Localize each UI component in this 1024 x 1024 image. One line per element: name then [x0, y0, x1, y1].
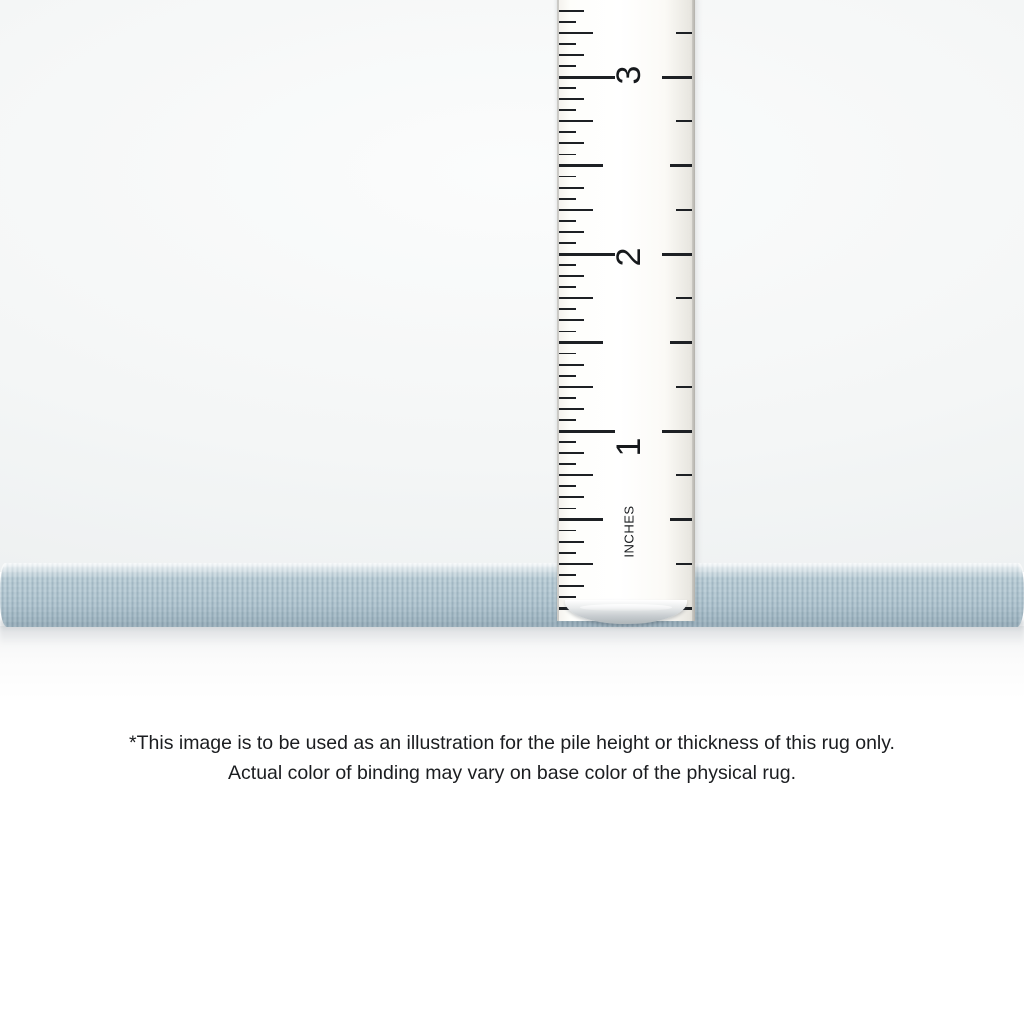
rug-binding-edge	[0, 563, 1024, 627]
tape-metal-tip-highlight	[580, 604, 672, 611]
rug-binding-highlight	[0, 563, 1024, 579]
tape-unit-label: INCHES	[621, 505, 637, 558]
tape-right-edge	[692, 0, 695, 621]
tape-number-1: 1	[610, 437, 648, 457]
measuring-tape	[557, 0, 695, 621]
tape-number-2: 2	[610, 247, 648, 267]
tape-number-3: 3	[610, 65, 648, 85]
image-caption	[0, 728, 1024, 788]
tape-left-edge	[557, 0, 559, 621]
caption-line-1: *This image is to be used as an illustration for the pile height or thickness of this rug only.	[129, 732, 895, 754]
caption-line-2: Actual color of binding may vary on base color of the physical rug.	[228, 762, 796, 784]
